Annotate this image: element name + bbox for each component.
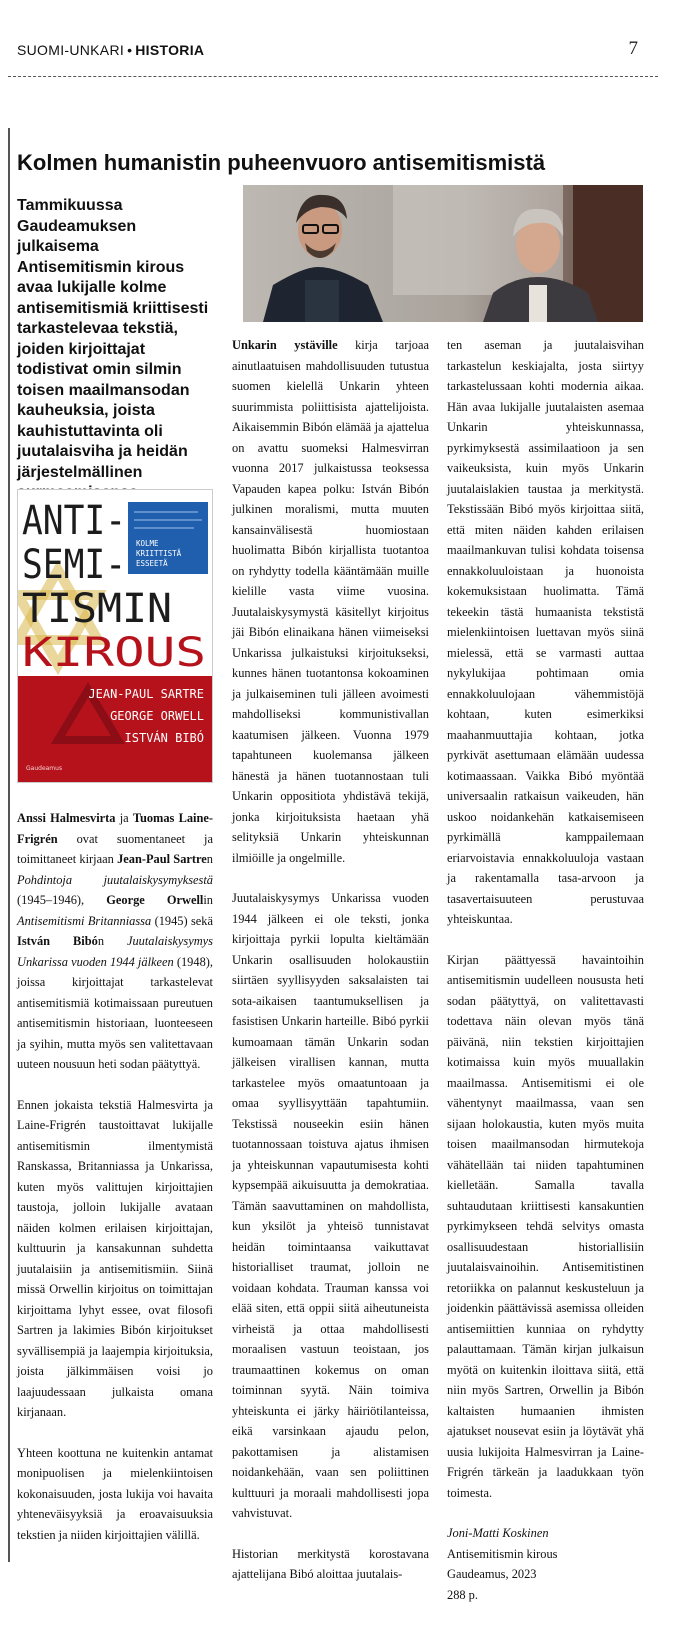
text-span: in: [203, 893, 213, 907]
subsection-name: HISTORIA: [135, 42, 205, 58]
page-number: 7: [628, 38, 638, 59]
article-column-2: [232, 335, 429, 1585]
cover-publisher: Gaudeamus: [26, 765, 63, 772]
article-column-3: [447, 335, 644, 1605]
cover-series-3: ESSEETÄ: [136, 559, 168, 568]
text-span: ja: [115, 811, 133, 825]
author-name-bibo: István Bibó: [17, 934, 98, 948]
header-divider: [8, 76, 658, 77]
col2-paragraph-1: [232, 335, 429, 868]
cover-title-line-1: ANTI-: [22, 498, 126, 544]
article-column-1: [17, 808, 213, 1545]
book-pages: 288 p.: [447, 1587, 478, 1602]
cover-author-2: GEORGE ORWELL: [110, 709, 204, 723]
cover-title-line-3: TISMIN: [22, 586, 172, 632]
author-name-orwell: George Orwell: [106, 893, 204, 907]
text-span: (1945) sekä: [151, 913, 213, 928]
text-span: ovat suomentaneet ja toimittaneet kirjaan: [17, 831, 213, 866]
article-lead: Tammikuussa Gaudeamuksen julkaisema Antisemitismin kirous avaa lukijalle kolme antisemitismiä kriittisesti tarkastelevaa tekstiä, joiden kirjoittajat todistivat omin silmin toisen maailmansodan kauheuksia, joista kauhistuttavinta oli juutalaisviha ja heidän järjestelmällinen: [17, 197, 209, 481]
col1-paragraph-3: Yhteen koottuna ne kuitenkin antamat monipuolisen ja mielenkiintoisen kokonaisuuden, josta lukija voi havaita yhteneväisyyksiä ja eroavaisuuksia tekstien ja niiden kirjoittajien välillä.: [17, 1445, 213, 1542]
col2-paragraph-2: Juutalaiskysymys Unkarissa vuoden 1944 jälkeen ei ole teksti, jonka kirjoittaja pyrkii lopulta kieltämään Unkarin osallisuuden holokaustiin siirtäen syyllisyyden saksalaisten tai sota-aikaisen taantumuksellisen ja fasistisen Unkarin harteille. Bibó pyrkii kumoamaan tämän Unkarin sodan jälkeisen virallisen kannan, mutta tarkastelee myös omaatuntoaan ja omaa syyllisyyttään tapahtumiin. Tekstissä nouseekin esiin hänen tuotannossaan toistuva ajatus ihmisen ja yhteiskunnan vapautumisesta kohti kypsempää aikuisuutta ja demokratiaa. Tämän saavuttaminen on mahdollista, kun yksilöt ja yhteisö tunnistavat heidän toimintaansa vaikuttavat historialliset traumat, jolloin ne voidaan kohdata. Trauman kanssa voi elää siten, että oppii siitä aiheutuneista virheistä ja ottaa mahdollisesti moraalisen vastuun teoistaan, jos traumaattinen kokemus on oman toiminnan syytä. Näin toimiva yhteiskunta ei järky häiriötilanteissa, eikä varsinkaan ajaudu pelon, pakottamisen ja alistamisen noidankehään, vaan sen poliittinen kulttuuri ja moraali mahdollisesti jopa vahvistuvat.: [232, 891, 429, 1520]
editor-name-2: Tuomas Laine-Frigrén: [17, 811, 213, 846]
cover-author-1: JEAN-PAUL SARTRE: [88, 687, 204, 701]
article-title: Kolmen humanistin puheenvuoro antisemitismistä: [17, 150, 546, 175]
left-margin-rule: [8, 128, 10, 1562]
book-cover: [17, 489, 213, 783]
text-span: n: [97, 934, 127, 948]
text-span: (1945–1946),: [17, 893, 107, 907]
page-header: [17, 38, 638, 64]
text-span: kirja tarjoaa ainutlaatuisen mahdollisuuden tutustua suomen kielellä Unkarin yhteen suurimmista poliittisista ajattelijoista. Aikaisemmin Bibón elämää ja ajattelua on avattu suomeksi Halmesvirran vuonna 2017 julkaistussa teoksessa Vapauden kapea polku: István Bibón julkinen moralismi, mutta muuten kansainvälisestä huomiostaan huolimatta Bibón kirjallista tuotantoa on ryhdytty todella kääntämään muille kielille vasta viime vuosina. Juutalaiskysymystä käsitellyt kirjoitus jäi Bibón elinaikana hänen viimeiseksi Unkarissa julkaistuksi kirjoitukseksi, kunnes hänen tuotantonsa kokoaminen ja julkaiseminen tuli jälleen avoimesti mahdolliseksi kommunistivallan kaatumisen jälkeen. Vuonna 1979 tapahtuneen kuolemansa jälkeen hänestä ja hänen tuotannostaan tuli Unkarin oppositiota yhdistävä tekijä, jonka kirjoituksista haetaan yhä selityksiä Unkarin yhteiskunnan ilmiöille ja ongelmille.: [232, 338, 429, 865]
review-info: [447, 1523, 644, 1605]
section-separator: •: [127, 42, 133, 58]
cover-author-3: ISTVÁN BIBÓ: [124, 731, 204, 745]
col2-paragraph-3: Historian merkitystä korostavana ajattelijana Bibó aloittaa juutalais-: [232, 1546, 429, 1581]
col3-paragraph-1: ten aseman ja juutalaisvihan tarkastelun keskiajalta, josta siirtyy tarkastelussaan kohti modernia aikaa. Hän avaa lukijalle juutalaisten asemaa Unkarin yhteiskunnassa, pyrkimyksestä assimilaatioon ja sen vaikeuksista, kuin myös Unkarin juutalaislakien taustaa ja merkitystä. Tekstissään Bibó myös kirjoittaa siitä, että miten näiden kahden erilaisen maailmankuvan tulisi kohdata toisensa ennakkoluuloistaan ja huonoista kokemuksistaan huolimatta. Tämä tekeekin tästä humaanista tekstistä mielenkiintoisen luettavan myös siinä mielessä, että se varmasti auttaa nykylukijaa pohtimaan omia ennakkoluulojaan vähemmistöjä kohtaan, kuten esimerkiksi maahanmuuttajia kohtaan, jotka pyrkivät asettumaan elämään uudessa kotimaassaan. Vaikka Bibó myöntää universaalin ratkaisun vaikeuden, hän uskoo noidankehän katkaisemiseen pyrkimällä kamppailemaan eriarvoistavia ennakkoluuloja vastaan ja rakentamalla tasa-arvoon ja tasavertaisuuteen perustuvaa yhteiskuntaa.: [447, 338, 644, 926]
book-publisher-year: Gaudeamus, 2023: [447, 1567, 537, 1581]
cover-series-1: KOLME: [136, 539, 159, 548]
editor-name-1: Anssi Halmesvirta: [17, 811, 116, 825]
author-name-sartre: Jean-Paul Sartre: [117, 852, 207, 866]
text-span: (1948), joissa kirjoittajat tarkastelevat antisemitismiä kotimaissaan pureutuen antisemitismin historiaan, luonteeseen ja syihin, mutta myös sen valitettavaan uuteen nousuun heti sodan päätyttyä.: [17, 954, 213, 1071]
article-photo: [243, 185, 643, 322]
photo-illustration: [243, 185, 643, 322]
reviewer-name: Joni-Matti Koskinen: [447, 1526, 549, 1540]
work-title-sartre: Pohdintoja juutalaiskysymyksestä: [17, 872, 213, 887]
section-label: [17, 42, 204, 58]
book-cover-art: [18, 490, 212, 782]
col1-paragraph-2: Ennen jokaista tekstiä Halmesvirta ja Laine-Frigrén taustoittavat lukijalle antisemitismin ilmentymistä Ranskassa, Britanniassa ja Unkarissa, kuten myös valittujen kirjoittajien taustoja, jolloin lukijalle avataan näiden kolmen erilaisen kirjoittajan, kulttuurin ja kansakunnan suhdetta juutalaisiin ja antisemitismiin. Siinä missä Orwellin kirjoitus on toimittajan kirjoittama lyhyt essee, ovat filosofi Sartren ja lakimies Bibón kirjoitukset syvällisempiä ja laajempia kirjoituksia, joista jälkimmäisen voisi jo laajuudessaan julkaista omana kirjanaan.: [17, 1097, 213, 1419]
cover-title-line-2: SEMI-: [22, 542, 126, 588]
col1-paragraph-1: [17, 808, 213, 1075]
work-title-bibo: Juutalaiskysymys Unkarissa vuoden 1944 jälkeen: [17, 934, 213, 969]
cover-title-line-4: KIROUS: [22, 630, 206, 676]
cover-series-2: KRIITTISTÄ: [136, 549, 182, 558]
text-span: n: [206, 852, 213, 866]
book-title: Antisemitismin kirous: [447, 1546, 558, 1561]
work-title-orwell: Antisemitismi Britanniassa: [17, 913, 152, 928]
col2-lead-phrase: Unkarin ystäville: [232, 338, 338, 352]
col3-paragraph-2: Kirjan päättyessä havaintoihin antisemitismin uudelleen noususta heti sodan päätyttyä, on valitettavasti todettava näin olevan myös tänä päivänä, niin tekstien kirjoittajien kotimaissa kuin myös muuallakin maailmassa. Antisemitismi ei ole vähentynyt maailmassa, vaan sen sijaan holokaustia, kuten myös muita toisen maailmansodan hirmutekoja vähätellään tai niiden tapahtuminen kielletään. Samalla tavalla suhtaudutaan kriittisesti kansakuntien pyrkimykseen tehdä selvitys omasta osallisuudestaan historiallisiin juutalaisvainoihin. Antisemitistinen retoriikka on palannut keskusteluun ja joidenkin päättävissä asemissa olleiden antisemiittien kunniaa on ryhdytty palauttamaan. Tämän kirjan julkaisun myötä on kuitenkin iloittava siitä, että niin myös Sartren, Orwellin ja Bibón kaltaisten humaanien ihmisten ajatukset nousevat esiin ja löytävät yhä uusia lukijoita Halmesvirran ja Laine-Frigrén tärkeän ja laadukkaan työn toimesta.: [447, 952, 644, 1500]
section-name: SUOMI-UNKARI: [17, 42, 125, 58]
